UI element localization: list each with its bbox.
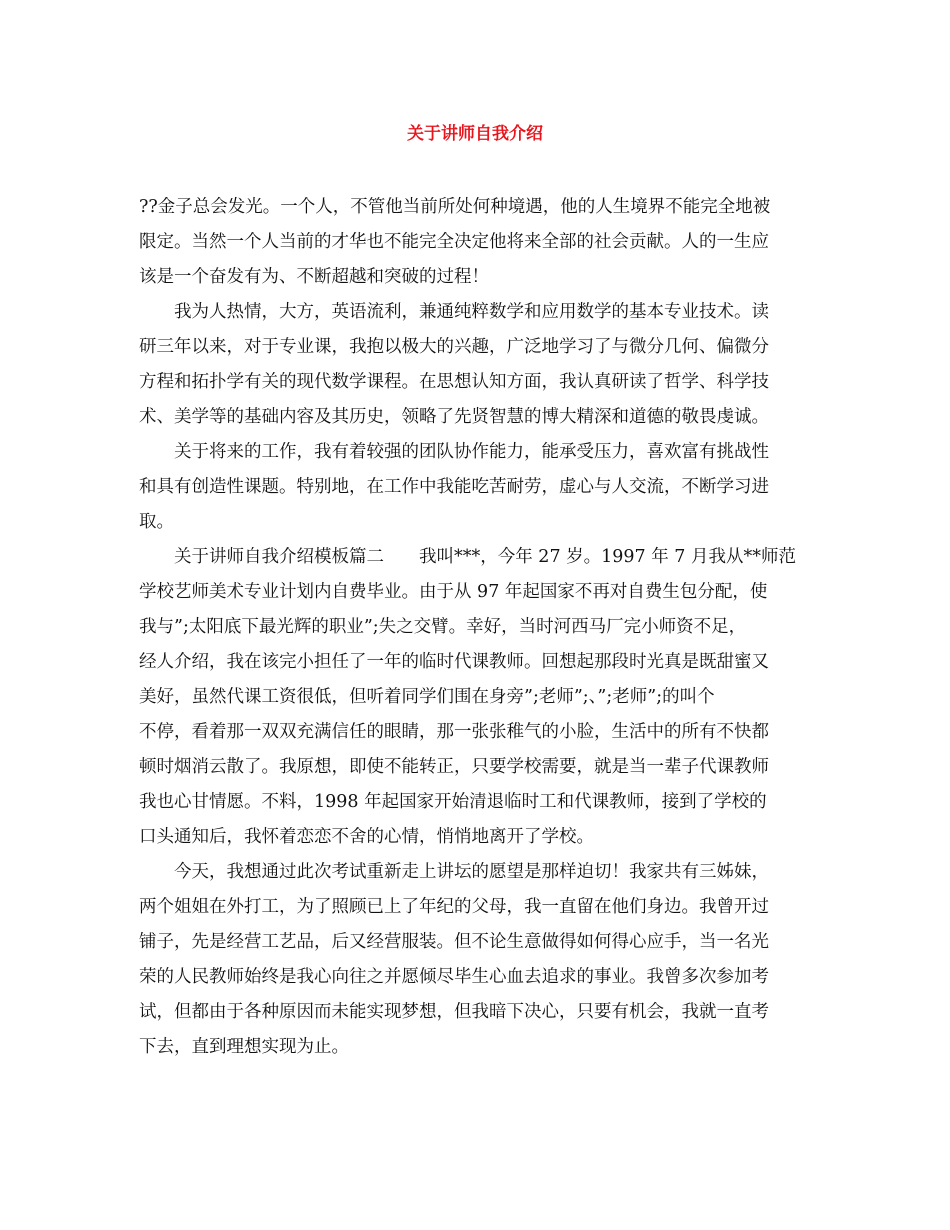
paragraph-4-line-6: 不停，看着那一双双充满信任的眼睛，那一张张稚气的小脸，生活中的所有不快都 [139,722,769,742]
paragraph-4-line-5: 美好，虽然代课工资很低，但听着同学们围在身旁”;老师”;、”;老师”;的叫个 [139,687,715,707]
paragraph-5-line-5: 试，但都由于各种原因而未能实现梦想，但我暗下决心，只要有机会，我就一直考 [139,1002,769,1022]
paragraph-4-line-8: 我也心甘情愿。不料，1998 年起国家开始清退临时工和代课教师，接到了学校的 [139,792,767,812]
paragraph-3-line-3: 取。 [139,512,174,532]
paragraph-4-line-2: 学校艺师美术专业计划内自费毕业。由于从 97 年起国家不再对自费生包分配，使 [139,582,768,602]
paragraph-5-line-3: 铺子，先是经营工艺品，后又经营服装。但不论生意做得如何得心应手，当一名光 [139,932,769,952]
paragraph-4-line-7: 顿时烟消云散了。我原想，即使不能转正，只要学校需要，就是当一辈子代课教师 [139,757,769,777]
paragraph-2-line-3: 方程和拓扑学有关的现代数学课程。在思想认知方面，我认真研读了哲学、科学技 [139,372,769,392]
paragraph-5-line-2: 两个姐姐在外打工，为了照顾已上了年纪的父母，我一直留在他们身边。我曾开过 [139,897,769,917]
paragraph-4-line-3: 我与”;太阳底下最光辉的职业”;失之交臂。幸好，当时河西马厂完小师资不足， [139,617,747,637]
paragraph-4-line-1: 关于讲师自我介绍模板篇二 我叫***，今年 27 岁。1997 年 7 月我从**师范 [174,547,796,567]
paragraph-2-line-2: 研三年以来，对于专业课，我抱以极大的兴趣，广泛地学习了与微分几何、偏微分 [139,337,769,357]
paragraph-3-line-2: 和具有创造性课题。特别地，在工作中我能吃苦耐劳，虚心与人交流，不断学习进 [139,477,769,497]
paragraph-2-line-4: 术、美学等的基础内容及其历史，领略了先贤智慧的博大精深和道德的敬畏虔诚。 [139,407,769,427]
paragraph-5-line-1: 今天，我想通过此次考试重新走上讲坛的愿望是那样迫切！我家共有三姊妹， [174,862,769,882]
paragraph-1-line-3: 该是一个奋发有为、不断超越和突破的过程！ [139,267,489,287]
paragraph-1-line-1: ??金子总会发光。一个人，不管他当前所处何种境遇，他的人生境界不能完全地被 [139,197,771,217]
paragraph-4-line-4: 经人介绍，我在该完小担任了一年的临时代课教师。回想起那段时光真是既甜蜜又 [139,652,769,672]
paragraph-5-line-6: 下去，直到理想实现为止。 [139,1037,349,1057]
document-title: 关于讲师自我介绍 [407,124,543,144]
paragraph-3-line-1: 关于将来的工作，我有着较强的团队协作能力，能承受压力，喜欢富有挑战性 [174,442,769,462]
paragraph-4-line-9: 口头通知后，我怀着恋恋不舍的心情，悄悄地离开了学校。 [139,827,594,847]
paragraph-1-line-2: 限定。当然一个人当前的才华也不能完全决定他将来全部的社会贡献。人的一生应 [139,232,769,252]
paragraph-2-line-1: 我为人热情，大方，英语流利，兼通纯粹数学和应用数学的基本专业技术。读 [174,302,769,322]
paragraph-5-line-4: 荣的人民教师始终是我心向往之并愿倾尽毕生心血去追求的事业。我曾多次参加考 [139,967,769,987]
